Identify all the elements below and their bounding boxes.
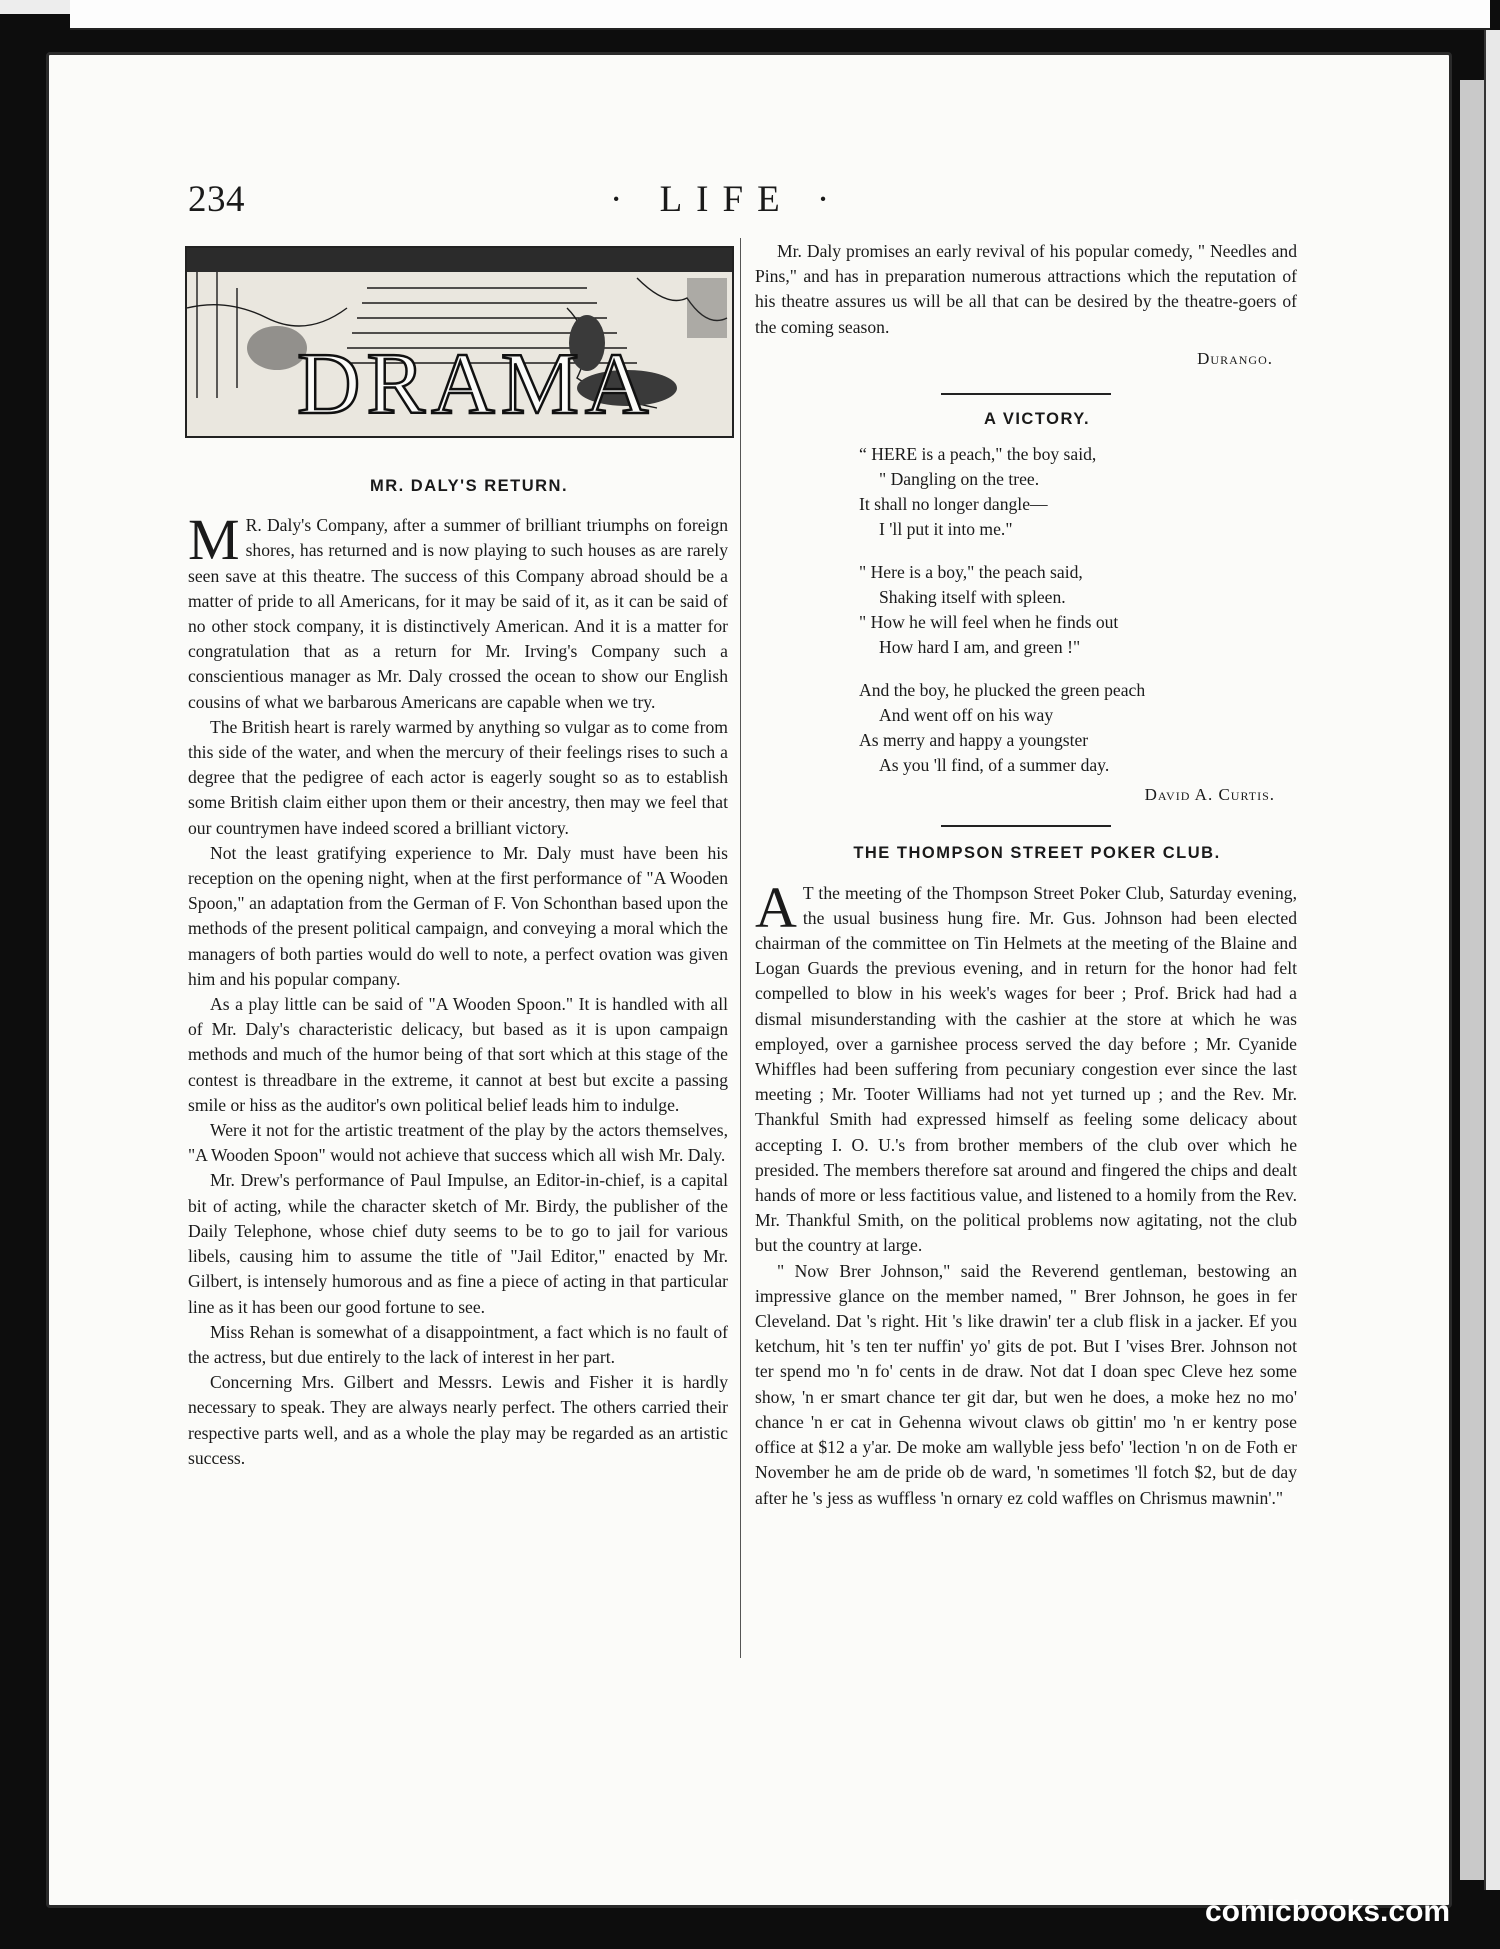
poem-line: And the boy, he plucked the green peach xyxy=(859,680,1146,701)
poem-line: As merry and happy a youngster xyxy=(859,730,1089,751)
article-paragraph: Mr. Drew's performance of Paul Impulse, an Editor-in-chief, is a capital bit of acting, while the character sketch of Mr. Birdy, the publisher of the Daily Telephone, whose chief duty seems to be to go to jail for various libels, causing him to assume the title of "Jail Editor," enacted by Mr. Gilbert, is intensely humorous and as fine a piece of acting in that particular line as it has been our good fortune to see. xyxy=(188,1170,728,1317)
poem-line: And went off on his way xyxy=(879,705,1054,726)
poem-stanza xyxy=(837,678,1297,778)
poem-stanza xyxy=(837,560,1297,660)
article-paragraph: The British heart is rarely warmed by anything so vulgar as to come from this side of the water, and when the mercury of their feelings rises to such a degree that the pedigree of each actor is eagerly sought so as to establish some British claim either upon them or their ancestry, then may we feel that our countrymen have indeed scored a brilliant victory. xyxy=(188,716,728,838)
poem-line: " Dangling on the tree. xyxy=(879,469,1040,490)
article-paragraph: Concerning Mrs. Gilbert and Messrs. Lewis and Fisher it is hardly necessary to speak. They are always nearly perfect. The others carried their respective parts well, and as a whole the play may be regarded as an artistic success. xyxy=(188,1372,728,1468)
story-paragraph: A T the meeting of the Thompson Street Poker Club, Saturday evening, the usual business hung fire. Mr. Gus. Johnson had been elected chairman of the committee on Tin Helmets at the meeting of the Blaine and Logan Guards the previous evening, and in return for the honor had felt compelled to blow in his week's wages for beer ; Prof. Brick had had a dismal misunderstanding with the cashier at the store at which he was employed, over a garnishee process served the day before ; Mr. Cyanide Whiffles had been suffering from pecuniary congestion ever since the last meeting ; Mr. Tooter Williams had not yet turned up ; and the Rev. Mr. Thankful Smith had expressed himself as feeling some delicacy about accepting I. O. U.'s from brother members of the club over which he presided. The members therefore sat around and fingered the chips and dealt hands of more or less factitious value, and listened to a homily from the Rev. Mr. Thankful Smith, on the political problems now agitating, not the club but the country at large. xyxy=(755,874,1297,1256)
poem-stanza xyxy=(837,442,1297,542)
drop-cap-a: A xyxy=(755,874,797,940)
article-paragraph: M R. Daly's Company, after a summer of brilliant triumphs on foreign shores, has returned and is now playing to such houses as are rarely seen save at this theatre. The success of this Company abroad should be a matter of pride to all Americans, for it may be said of it, as it can be said of no other stock company, it is distinctively American. And it is a matter for congratulation that as a return for Mr. Irving's Company such a conscientious manager as Mr. Daly crossed the ocean to show our English cousins of what we barbarous Americans are capable when we try. xyxy=(188,507,728,712)
drop-cap-m: M xyxy=(188,507,240,573)
poem-line: I 'll put it into me." xyxy=(879,519,1013,540)
left-column xyxy=(188,246,728,1471)
story-paragraph: " Now Brer Johnson," said the Reverend gentleman, bestowing an impressive glance on the member named, " Brer Johnson, he goes in fer Cleveland. Dat 's right. Hit 's like drawin' ter a club flisk in a jacker. Ef you ketchum, hit 's ten ter nuffin' yo' gits de pot. But I 'vises Brer. Johnson not ter spend mo 'n fo' cents in de draw. Not dat I doan spec Cleve hez some show, 'n er smart chance ter git dar, but wen he does, a moke hez no mo' chance 'n er cat in Gehenna wivout claws ob gittin' mo 'n er kentry pose office at $12 a y'ar. De moke am wallyble jess befo' 'lection 'n on de Foth er November he am de pride ob de ward, 'n sometimes 'll fotch $2, but de day after he 's jess as wuffless 'n ornary ez cold waffles on Chrismus mawnin'." xyxy=(755,1260,1297,1508)
article-paragraph: As a play little can be said of "A Wooden Spoon." It is handled with all of Mr. Daly's characteristic delicacy, but based as it is upon campaign methods and much of the humor being of that sort which at this stage of the contest is threadbare in the extreme, it cannot at best but excite a passing smile or hiss as the auditor's own political belief leads him to indulge. xyxy=(188,994,728,1115)
poem-line: Shaking itself with spleen. xyxy=(879,587,1066,608)
poem-line: It shall no longer dangle— xyxy=(859,494,1048,515)
previous-page-edge xyxy=(70,0,1490,30)
column-divider xyxy=(740,238,741,1658)
article-paragraph: Were it not for the artistic treatment of the play by the actors themselves, "A Wooden Spoon" would not achieve that success which all wish Mr. Daly. xyxy=(188,1120,728,1166)
poem-line: As you 'll find, of a summer day. xyxy=(879,755,1110,776)
banner-title: DRAMA xyxy=(297,336,655,433)
poem-line: " How he will feel when he finds out xyxy=(859,612,1119,633)
intro-paragraph: Mr. Daly promises an early revival of his popular comedy, " Needles and Pins," and has in preparation numerous attractions which the reputation of his theatre assures us will be all that can be desired by the theatre-goers of the coming season. xyxy=(755,241,1297,337)
poem-line: How hard I am, and green !" xyxy=(879,637,1081,658)
watermark-text: comicbooks.com xyxy=(1205,1895,1451,1928)
drama-banner-illustration xyxy=(185,246,734,438)
poker-club-heading: THE THOMPSON STREET POKER CLUB. xyxy=(853,844,1221,863)
article-paragraph: Miss Rehan is somewhat of a disappointment, a fact which is no fault of the actress, but due entirely to the lack of interest in her part. xyxy=(188,1321,728,1367)
curtis-signature: David A. Curtis. xyxy=(1144,785,1275,805)
victory-heading: A VICTORY. xyxy=(983,410,1091,429)
daly-return-heading: MR. DALY'S RETURN. xyxy=(369,477,569,495)
right-column xyxy=(755,239,1297,1511)
next-page-edge xyxy=(1484,30,1500,1890)
poem-line: “ HERE is a peach," the boy said, xyxy=(859,444,1097,465)
page-number: 234 xyxy=(188,179,245,220)
durango-signature: Durango. xyxy=(1197,348,1273,368)
poem-line: " Here is a boy," the peach said, xyxy=(859,562,1083,583)
scan-edge xyxy=(0,0,75,14)
masthead-title: · LIFE · xyxy=(610,179,844,220)
page-header xyxy=(0,178,1500,228)
article-paragraph: Not the least gratifying experience to Mr. Daly must have been his reception on the opening night, when at the first performance of "A Wooden Spoon," an adaptation from the German of F. Von Schonthan based upon the methods of the present political campaign, and conveying a moral which the managers of both parties would do well to note, a perfect ovation was given him and his popular company. xyxy=(188,842,728,989)
victory-poem xyxy=(837,442,1297,778)
